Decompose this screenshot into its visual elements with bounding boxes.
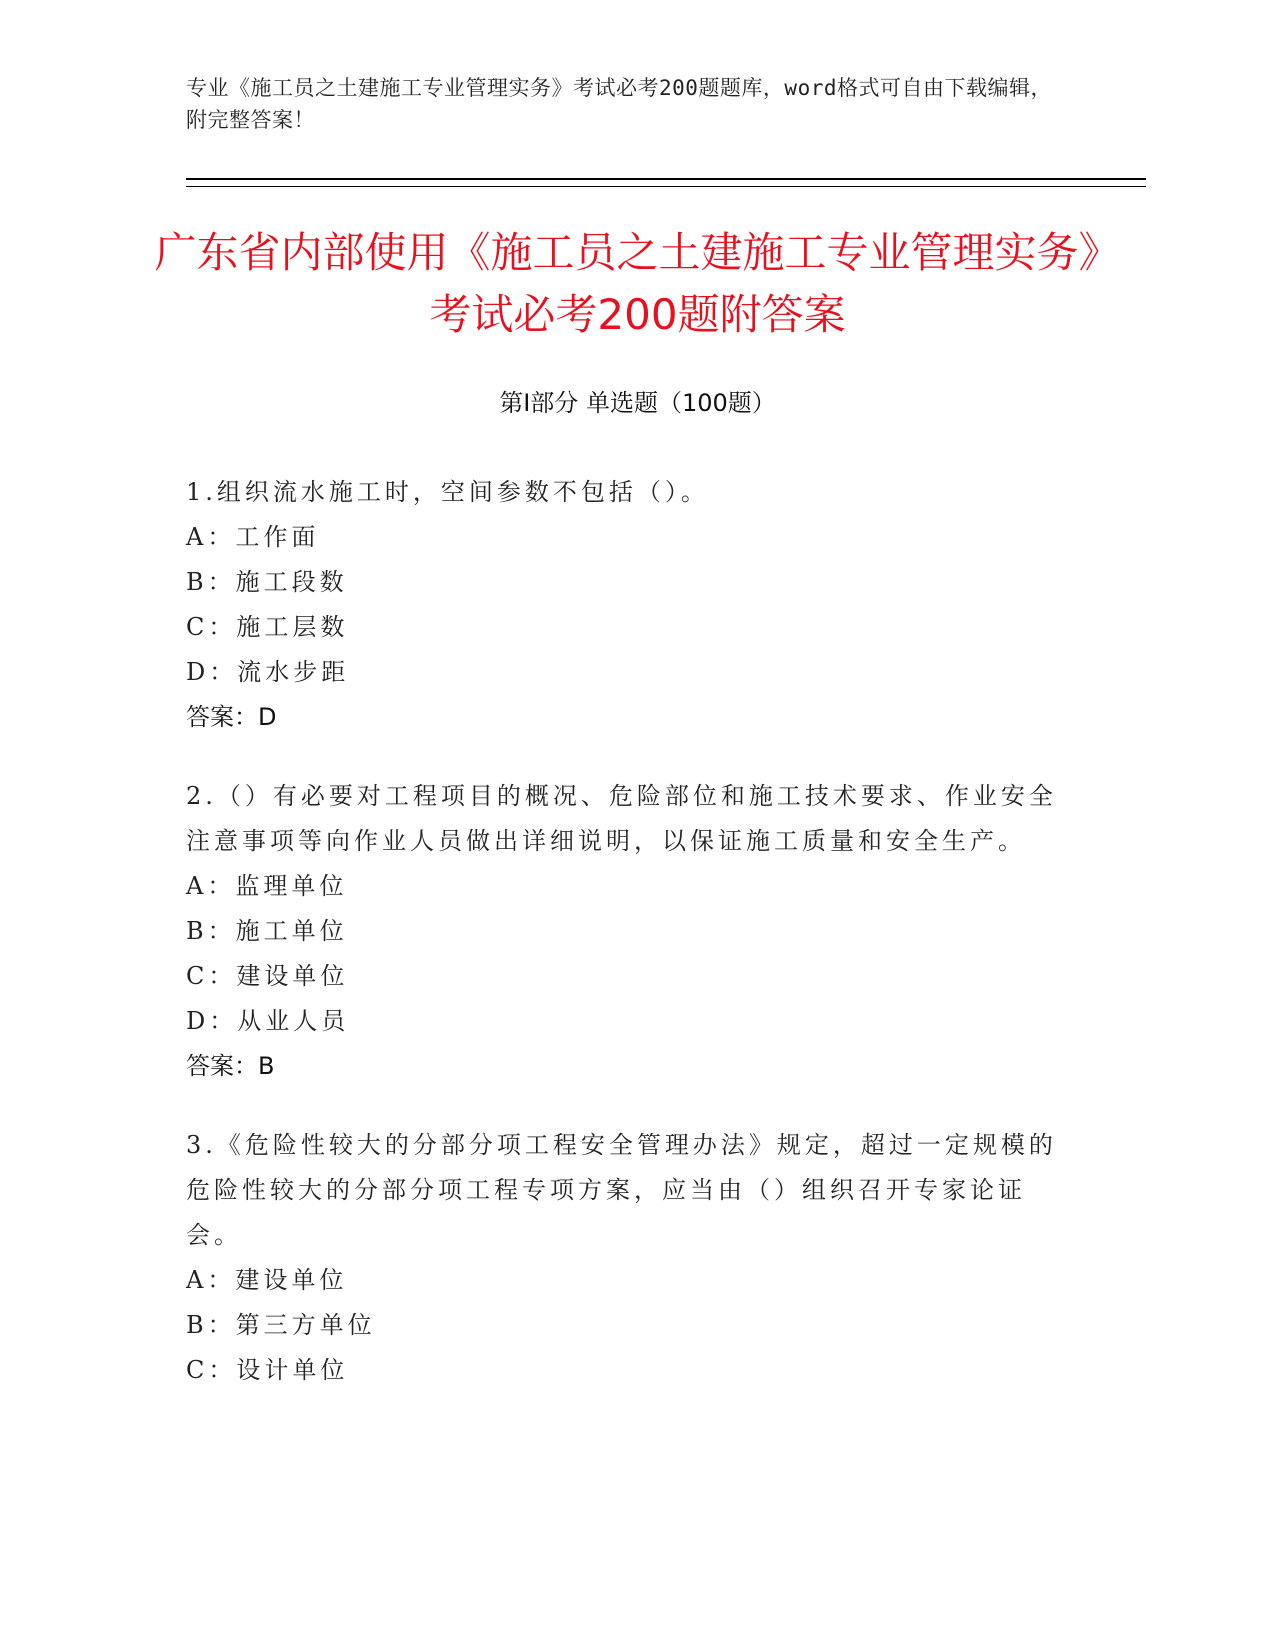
question-stem: 2.（）有必要对工程项目的概况、危险部位和施工技术要求、作业安全注意事项等向作业人员做出详细说明，以保证施工质量和安全生产。 [186, 782, 1057, 855]
option-c: C：建设单位 [186, 962, 349, 990]
question-2 [186, 774, 1066, 1089]
header-divider-thin [186, 186, 1146, 187]
option-b: B：施工段数 [186, 568, 348, 596]
header-note: 专业《施工员之土建施工专业管理实务》考试必考200题题库，word格式可自由下载编辑，附完整答案！ [186, 76, 1052, 132]
answer-line: 答案：D [186, 703, 277, 731]
question-stem: 3.《危险性较大的分部分项工程安全管理办法》规定，超过一定规模的危险性较大的分部分项工程专项方案，应当由（）组织召开专家论证会。 [186, 1131, 1057, 1249]
option-a: A：建设单位 [186, 1266, 348, 1294]
document-title: 广东省内部使用《施工员之土建施工专业管理实务》考试必考200题附答案 [154, 228, 1121, 339]
option-b: B：第三方单位 [186, 1311, 376, 1339]
option-a: A：监理单位 [186, 872, 348, 900]
option-c: C：设计单位 [186, 1356, 349, 1384]
question-list [186, 470, 1066, 1427]
question-1 [186, 470, 1066, 740]
answer-line: 答案：B [186, 1052, 275, 1080]
option-b: B：施工单位 [186, 917, 348, 945]
header-divider-thick [186, 178, 1146, 180]
section-title: 第Ⅰ部分 单选题（100题） [499, 389, 776, 417]
option-d: D：流水步距 [186, 658, 350, 686]
option-d: D：从业人员 [186, 1007, 350, 1035]
question-stem: 1.组织流水施工时，空间参数不包括（）。 [186, 478, 709, 506]
option-a: A：工作面 [186, 523, 320, 551]
option-c: C：施工层数 [186, 613, 349, 641]
question-3 [186, 1123, 1066, 1393]
